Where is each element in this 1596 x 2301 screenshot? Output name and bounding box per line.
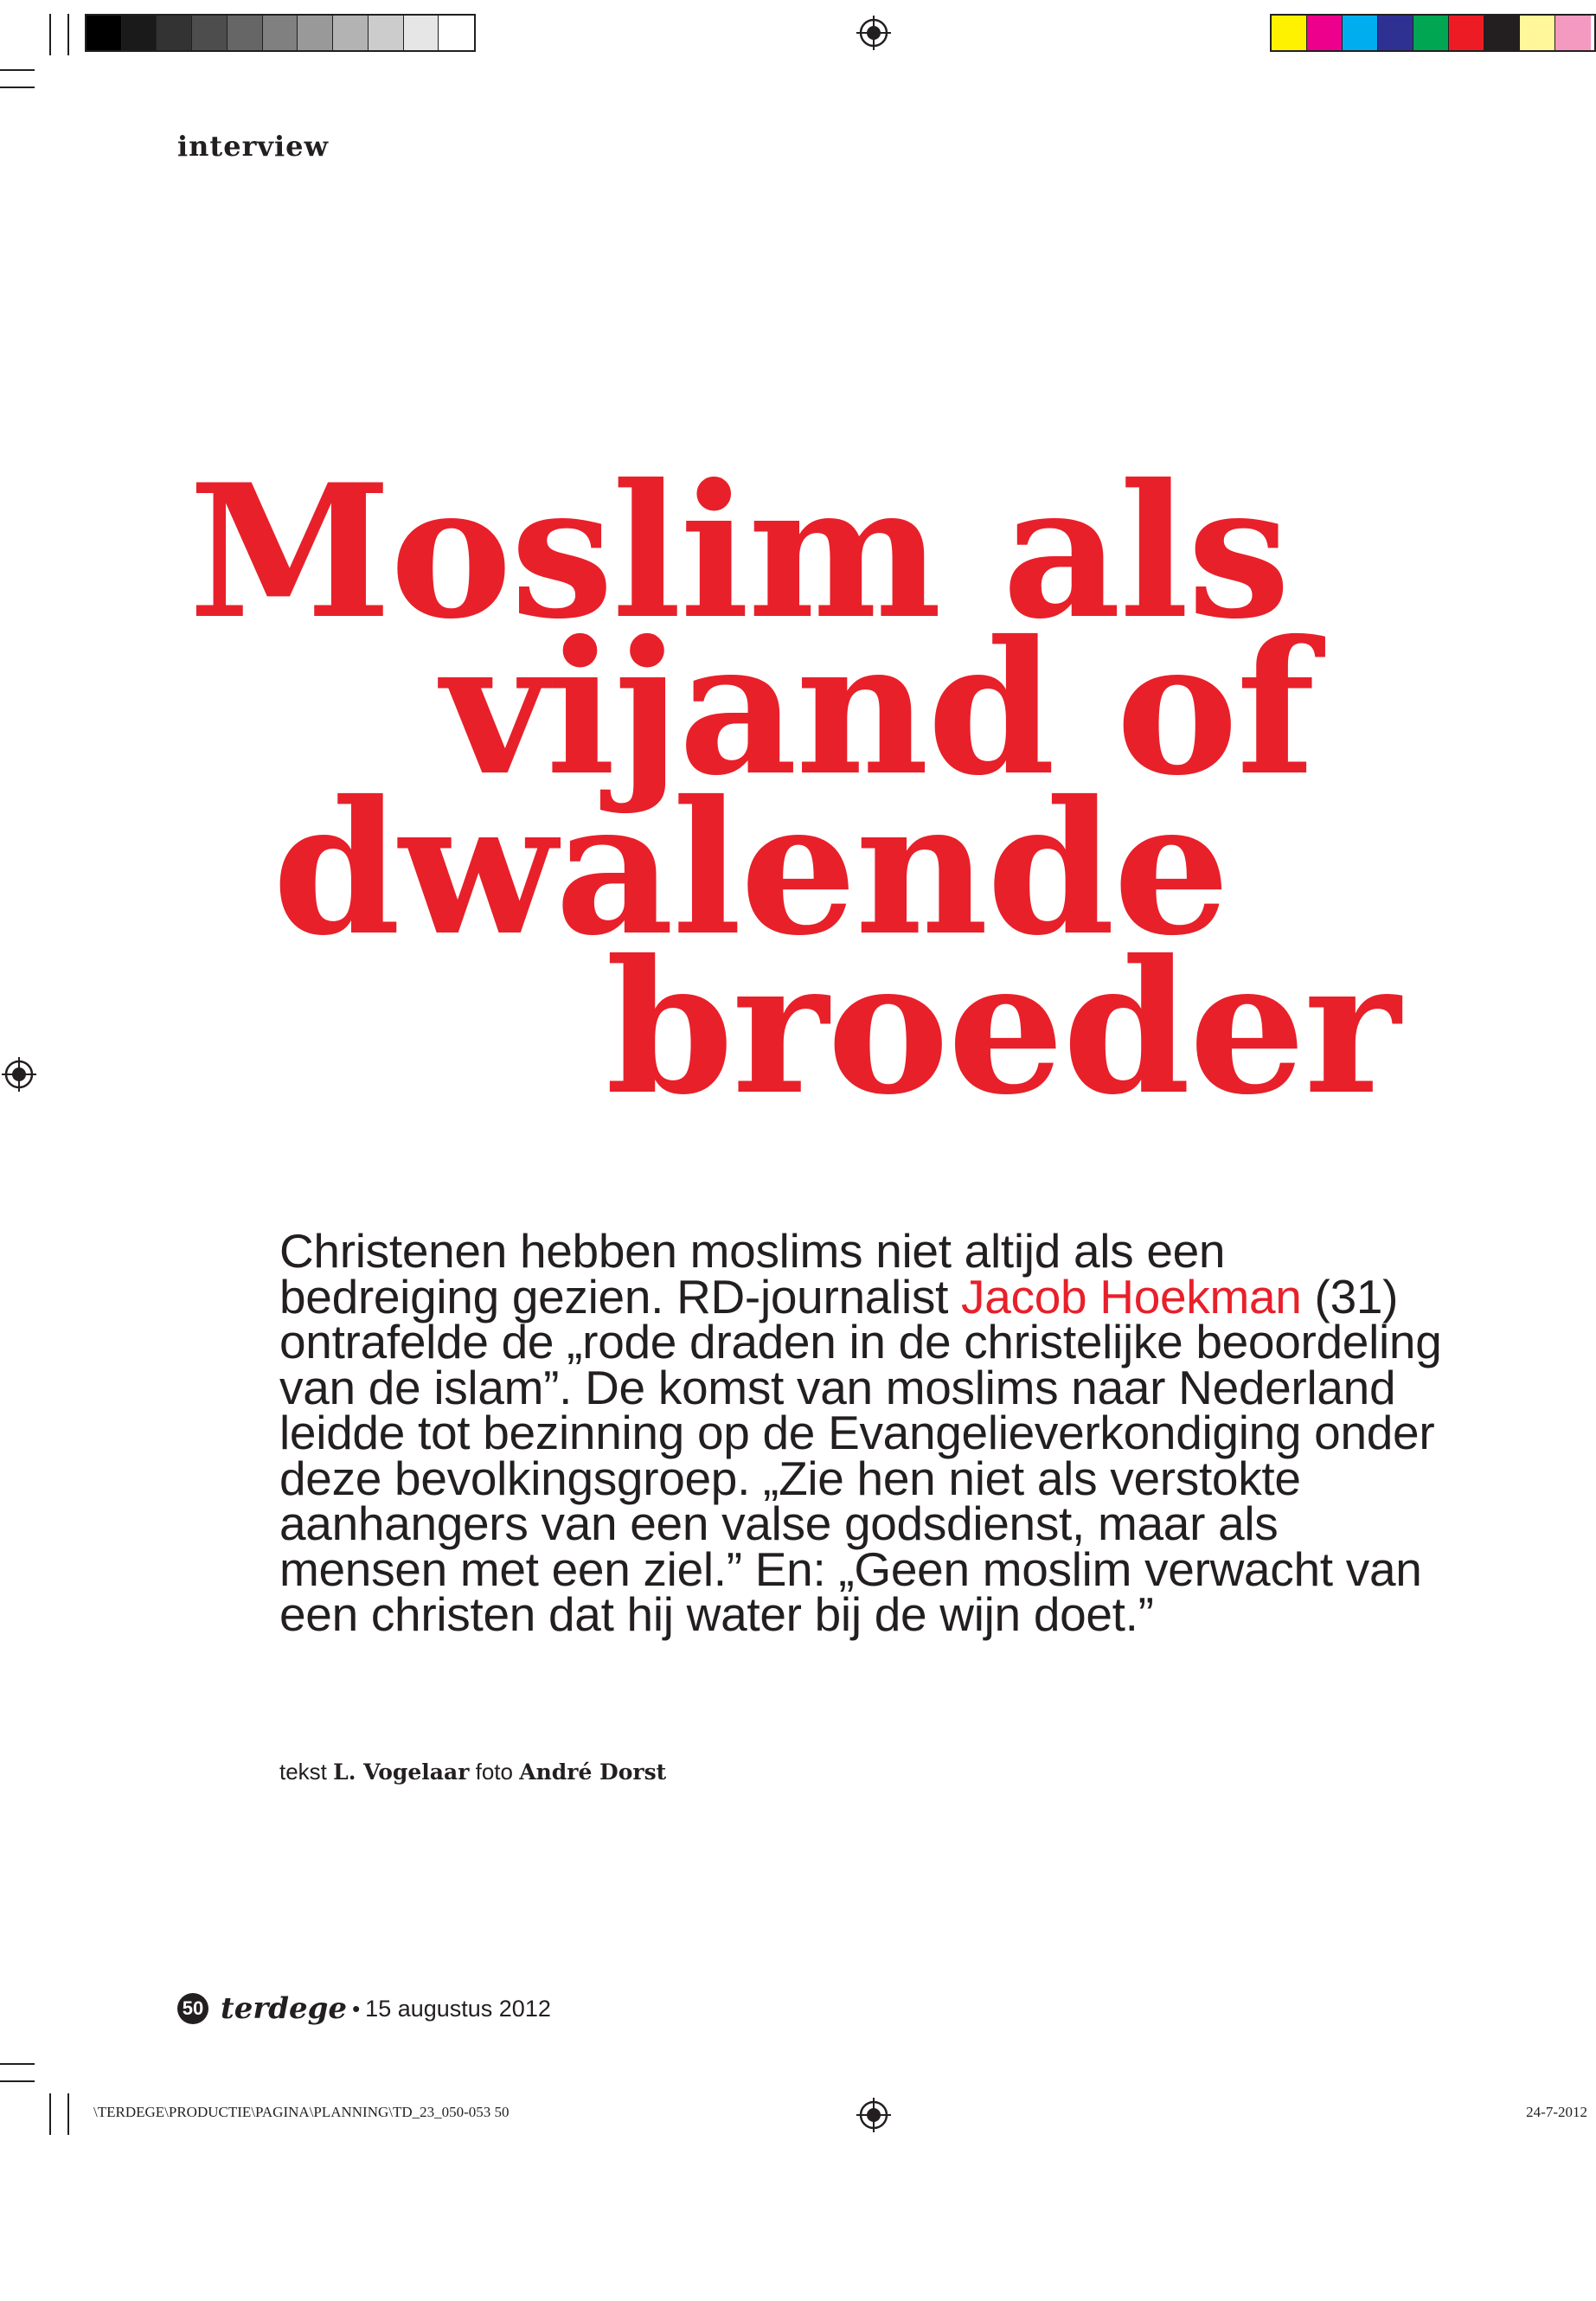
lead-paragraph	[279, 1224, 1456, 1641]
issue-date: 15 augustus 2012	[365, 1995, 551, 2022]
crop-mark-icon	[0, 2063, 35, 2065]
photo-credit-label: foto	[475, 1759, 513, 1785]
crop-mark-icon	[49, 2093, 51, 2135]
headline-line-1: Moslim als	[189, 444, 1289, 659]
interviewee-name: Jacob Hoekman	[961, 1269, 1302, 1324]
footer-bullet: •	[352, 1995, 361, 2022]
lead-text-before: Christenen hebben moslims niet altijd als een bedreiging gezien. RD-journalist	[279, 1224, 1226, 1324]
author-name: L. Vogelaar	[333, 1759, 470, 1785]
headline	[0, 0, 1596, 1135]
registration-mark-icon	[855, 2096, 893, 2134]
byline	[279, 1759, 666, 1785]
headline-line-3: dwalende	[272, 760, 1228, 976]
lead-text-after: (31) ontrafelde de „rode draden in de christelijke beoordeling van de islam”. De komst van moslims naar Nederland leidde tot bezinning op de Evangelieverkondiging onder deze bevolkingsgroep. „Zie hen niet als verstokte aanhangers van een valse godsdienst, maar als mensen met een ziel.” En: „Geen moslim verwacht van een christen dat hij water bij de wijn doet.”	[279, 1269, 1442, 1641]
headline-line-2: vijand of	[441, 600, 1314, 816]
page-number: 50	[177, 1993, 208, 2024]
print-slug-date: 24-7-2012	[1526, 2104, 1587, 2120]
section-label: interview	[177, 130, 330, 163]
print-slug-path: \TERDEGE\PRODUCTIE\PAGINA\PLANNING\TD_23_050-053 50	[93, 2104, 510, 2120]
text-credit-label: tekst	[279, 1759, 327, 1785]
crop-mark-icon	[0, 2080, 35, 2082]
magazine-logo: terdege	[221, 1991, 348, 2026]
page-footer	[177, 1991, 551, 2026]
headline-line-4: broeder	[606, 920, 1400, 1135]
crop-mark-icon	[67, 2093, 69, 2135]
photographer-name: André Dorst	[519, 1759, 667, 1785]
